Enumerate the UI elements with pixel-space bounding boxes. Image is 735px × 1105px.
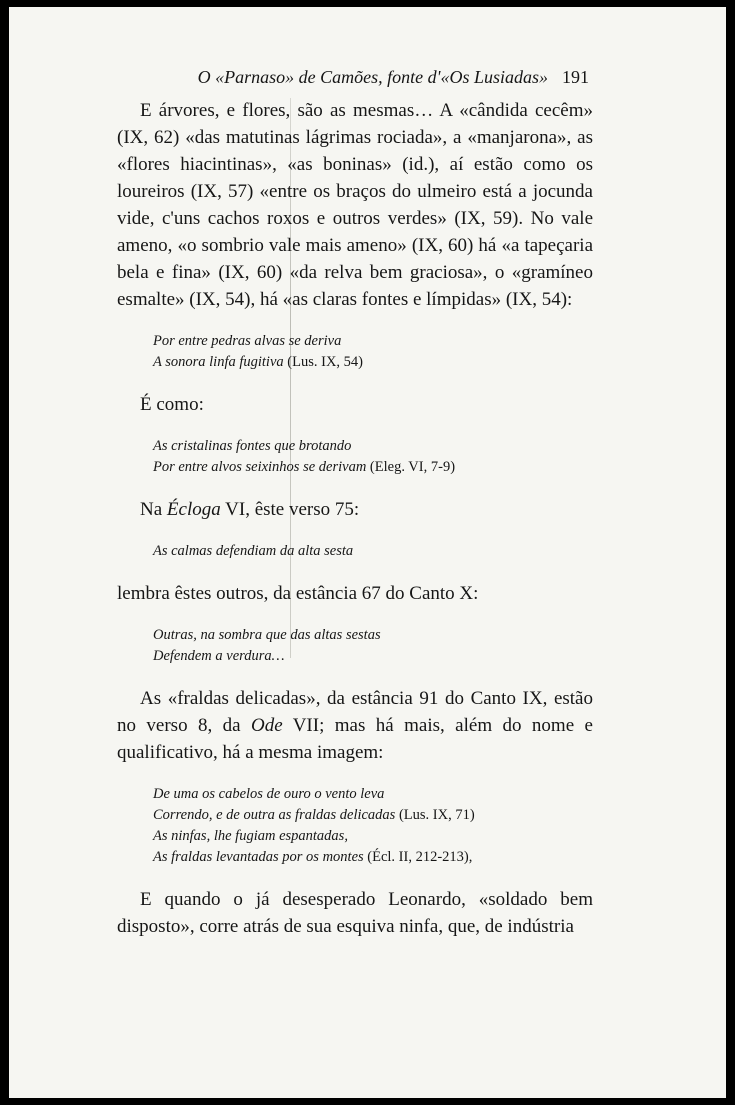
verse-line [153, 541, 593, 562]
paragraph-3-italic: Écloga [166, 499, 221, 520]
verse-line [153, 436, 593, 457]
verse-line [153, 784, 593, 805]
verse-text: Defendem a verdura… [153, 648, 285, 664]
verse-text: As fraldas levantadas por os montes [153, 849, 364, 865]
verse-reference: (Lus. IX, 54) [287, 354, 363, 370]
paragraph-5-italic: Ode [250, 715, 283, 736]
book-page [9, 7, 726, 1098]
paragraph-6: E quando o já desesperado Leonardo, «soldado bem disposto», corre atrás de sua esquiva ninfa, que, de indústria [117, 889, 593, 937]
quote-block-1 [153, 331, 593, 373]
verse-line [153, 646, 593, 667]
paragraph-4: lembra êstes outros, da estância 67 do Canto X: [117, 583, 479, 604]
verse-text: De uma os cabelos de ouro o vento leva [153, 786, 385, 802]
verse-text: As calmas defendiam da alta sesta [153, 543, 354, 559]
verse-reference: (Écl. II, 212-213), [367, 849, 473, 865]
verse-text: Por entre pedras alvas se deriva [153, 333, 342, 349]
running-header [117, 65, 593, 89]
running-title: O «Parnaso» de Camões, fonte d'«Os Lusiadas» [197, 67, 548, 87]
verse-line [153, 457, 593, 478]
verse-line [153, 805, 593, 826]
verse-text: As cristalinas fontes que brotando [153, 438, 352, 454]
paragraph-1: E árvores, e flores, são as mesmas… A «cândida cecêm» (IX, 62) «das matutinas lágrimas rociada», a «manjarona», as «flores hiacintinas», «as boninas» (id.), aí estão como os loureiros (IX, 57) «entre os braços do ulmeiro está a jocunda vide, c'uns cachos roxos e outros verdes» (IX, 59). No vale ameno, «o sombrio vale mais ameno» (IX, 60) há «a tapeçaria bela e fina» (IX, 60) «da relva bem graciosa», o «gramíneo esmalte» (IX, 54), há «as claras fontes e límpidas» (IX, 54): [117, 100, 593, 310]
verse-line [153, 847, 593, 868]
paragraph-3-post: VI, êste verso 75: [220, 499, 360, 520]
paragraph-3-pre: Na [140, 499, 167, 520]
quote-block-3 [153, 541, 593, 562]
paragraph-3 [117, 496, 593, 523]
verse-text: Correndo, e de outra as fraldas delicadas [153, 807, 396, 823]
verse-text: As ninfas, lhe fugiam espantadas, [153, 828, 348, 844]
verse-reference: (Eleg. VI, 7-9) [369, 459, 456, 475]
verse-text: A sonora linfa fugitiva [153, 354, 284, 370]
quote-block-2 [153, 436, 593, 478]
page-number: 191 [562, 67, 589, 87]
verse-text: Outras, na sombra que das altas sestas [153, 627, 381, 643]
verse-text: Por entre alvos seixinhos se derivam [153, 459, 367, 475]
page-content [117, 65, 593, 940]
verse-line [153, 826, 593, 847]
verse-line [153, 352, 593, 373]
paragraph-2: É como: [140, 394, 204, 415]
verse-reference: (Lus. IX, 71) [398, 807, 475, 823]
paragraph-5 [117, 685, 593, 766]
quote-block-5 [153, 784, 593, 868]
verse-line [153, 625, 593, 646]
verse-line [153, 331, 593, 352]
paragraph-5-post: VII; mas há mais, além do nome e qualificativo, há a mesma imagem: [117, 715, 593, 763]
paragraph-5-pre: As «fraldas delicadas», da estância 91 do Canto IX, estão no verso 8, da [117, 688, 593, 736]
quote-block-4 [153, 625, 593, 667]
